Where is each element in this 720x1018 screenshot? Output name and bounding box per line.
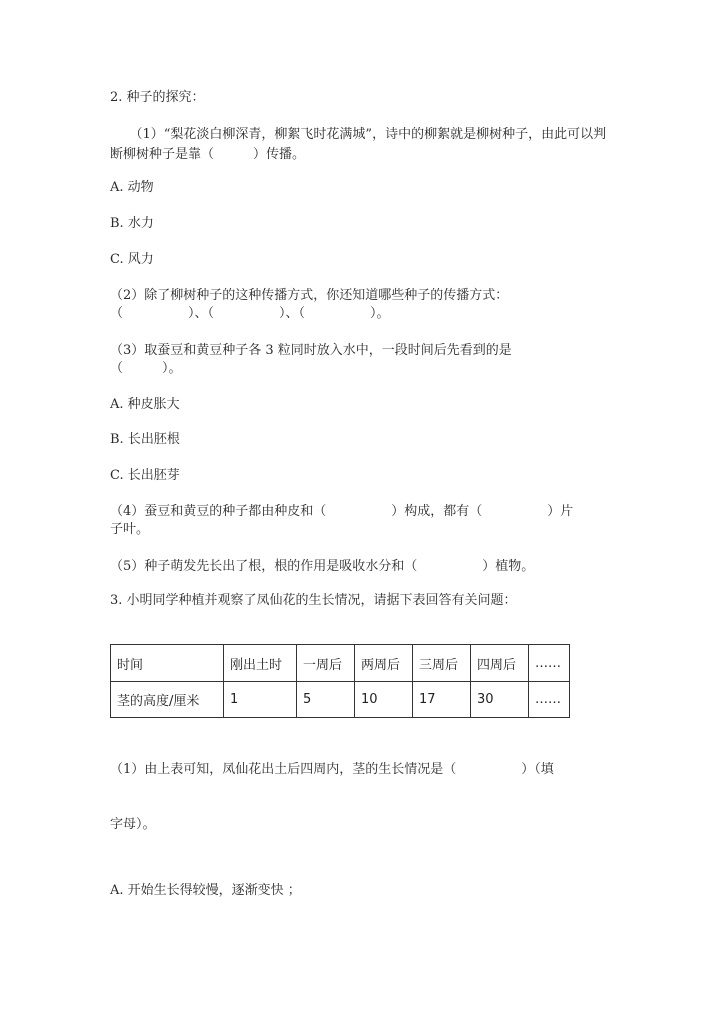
table-header-cell: 刚出土时: [224, 645, 297, 682]
table-cell: 30: [471, 682, 529, 718]
q2-part2-blanks[interactable]: （ ）、（ ）、（ ）。: [110, 306, 390, 321]
table-cell: 1: [224, 682, 297, 718]
q2-part4-line1: （4）蚕豆和黄豆的种子都由种皮和（ ）构成，都有（ ）片: [110, 504, 574, 519]
table-cell: 10: [355, 682, 413, 718]
q2-part3-line1: （3）取蚕豆和黄豆种子各 3 粒同时放入水中，一段时间后先看到的是: [110, 343, 512, 358]
q3-heading: 3. 小明同学种植并观察了凤仙花的生长情况，请据下表回答有关问题：: [110, 593, 517, 608]
table-cell: ……: [529, 682, 570, 718]
q2-part3-option-c[interactable]: C. 长出胚芽: [110, 468, 180, 483]
q2-part2-line1: （2）除了柳树种子的这种传播方式，你还知道哪些种子的传播方式：: [110, 288, 509, 303]
q2-part1-text: （1）“梨花淡白柳深青，柳絮飞时花满城”，诗中的柳絮就是柳树种子，由此可以判断柳树种子是靠（ ）传播。: [110, 127, 607, 162]
table-cell: 5: [297, 682, 355, 718]
table-cell: 17: [413, 682, 471, 718]
q2-part3-option-a[interactable]: A. 种皮胀大: [110, 397, 180, 412]
q3-part1-line2: 字母）。: [110, 817, 156, 832]
q2-heading: 2. 种子的探究：: [110, 90, 205, 105]
table-header-cell: 一周后: [297, 645, 355, 682]
q3-part1-option-a[interactable]: A. 开始生长得较慢，逐渐变快 ；: [110, 883, 301, 898]
q2-part3-option-b[interactable]: B. 长出胚根: [110, 432, 180, 447]
q2-part1-option-a[interactable]: A. 动物: [110, 180, 154, 195]
table-cell: 茎的高度/厘米: [111, 682, 224, 718]
table-header-cell: 两周后: [355, 645, 413, 682]
q2-part1-option-b[interactable]: B. 水力: [110, 216, 154, 231]
table-header-cell: 三周后: [413, 645, 471, 682]
table-row: [111, 682, 570, 718]
q2-part1-option-c[interactable]: C. 风力: [110, 252, 154, 267]
table-header-cell: ……: [529, 645, 570, 682]
growth-table: [110, 644, 570, 718]
table-header-cell: 四周后: [471, 645, 529, 682]
table-header-cell: 时间: [111, 645, 224, 682]
q2-part3-blank[interactable]: （ ）。: [110, 361, 182, 376]
q2-part4-line2: 子叶。: [110, 522, 150, 537]
q2-part5-text: （5）种子萌发先长出了根，根的作用是吸收水分和（ ）植物。: [110, 559, 535, 574]
table-header-row: [111, 645, 570, 682]
q3-part1-line1: （1）由上表可知，凤仙花出土后四周内，茎的生长情况是（ ）（填: [110, 762, 554, 777]
